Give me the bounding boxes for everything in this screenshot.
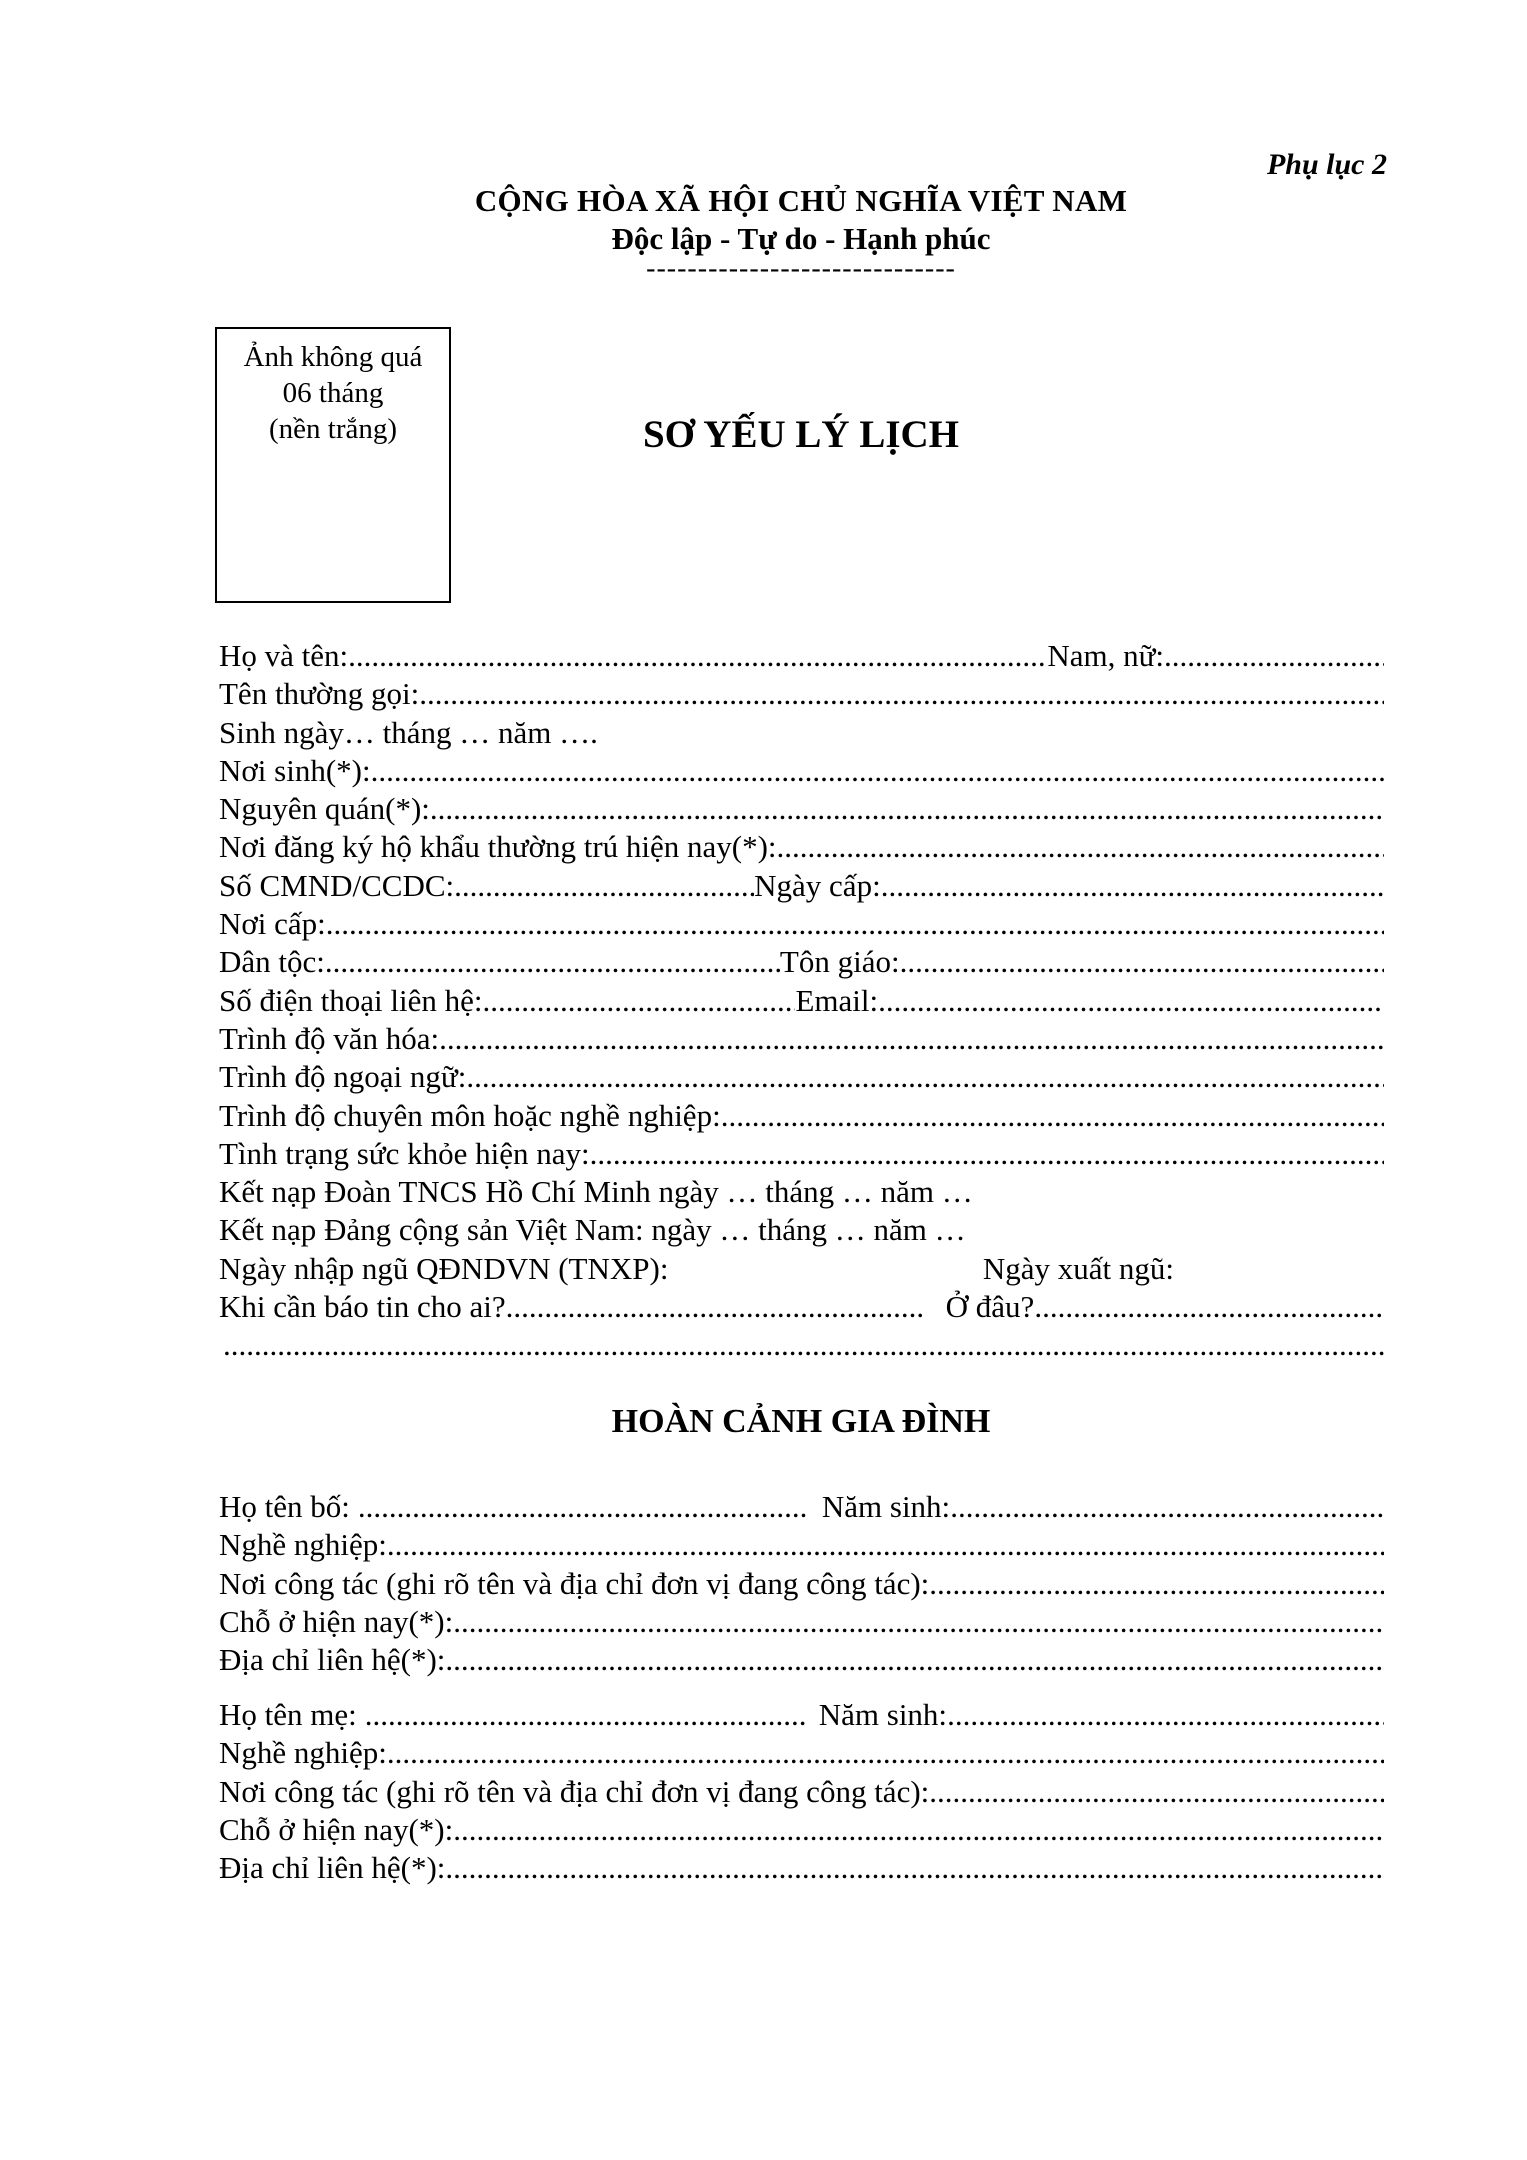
father-name-label: Họ tên bố: — [219, 1489, 350, 1524]
father-contact-address-row — [219, 1642, 1384, 1680]
religion-label: Tôn giáo: — [779, 944, 900, 980]
common-name-field[interactable] — [419, 676, 1384, 712]
mother-job-label: Nghề nghiệp: — [219, 1735, 387, 1771]
mother-workplace-row — [219, 1774, 1384, 1812]
enlist-label[interactable]: Ngày nhập ngũ QĐNDVN (TNXP): — [219, 1250, 669, 1286]
extra-line-row — [219, 1327, 1384, 1365]
mother-job-row — [219, 1735, 1384, 1773]
mother-contact-address-label: Địa chỉ liên hệ(*): — [219, 1850, 446, 1886]
mother-birth-year-label: Năm sinh: — [818, 1697, 948, 1732]
education-field[interactable] — [439, 1021, 1384, 1057]
party-row — [219, 1212, 1384, 1250]
id-number-field[interactable] — [454, 868, 754, 904]
religion-field[interactable] — [900, 944, 1384, 980]
email-field[interactable] — [878, 983, 1384, 1019]
father-job-row — [219, 1527, 1384, 1565]
ethnicity-row — [219, 944, 1384, 982]
father-name-row — [219, 1489, 1384, 1527]
health-field[interactable] — [590, 1136, 1384, 1172]
where-label: Ở đâu? — [945, 1289, 1035, 1325]
full-name-row — [219, 638, 1384, 676]
mother-birth-year-field[interactable] — [947, 1697, 1384, 1733]
personal-info-section — [219, 638, 1384, 1366]
language-row — [219, 1059, 1384, 1097]
father-workplace-field[interactable] — [929, 1566, 1384, 1602]
issue-date-field[interactable] — [881, 868, 1384, 904]
discharge-label[interactable]: Ngày xuất ngũ: — [982, 1250, 1174, 1286]
ethnicity-field[interactable] — [325, 944, 780, 980]
full-name-field[interactable] — [348, 638, 1047, 674]
notify-label: Khi cần báo tin cho ai? — [219, 1289, 506, 1325]
mother-name-row — [219, 1697, 1384, 1735]
birth-place-row — [219, 753, 1384, 791]
birth-date-row — [219, 715, 1384, 753]
mother-current-address-label: Chỗ ở hiện nay(*): — [219, 1811, 454, 1847]
residence-row — [219, 829, 1384, 867]
extra-line-field[interactable] — [219, 1327, 1384, 1363]
notify-field[interactable] — [506, 1289, 926, 1325]
origin-label: Nguyên quán(*): — [219, 791, 430, 827]
photo-placeholder[interactable] — [215, 327, 451, 603]
document-title: SƠ YẾU LÝ LỊCH — [642, 413, 960, 456]
common-name-row — [219, 676, 1384, 714]
origin-row — [219, 791, 1384, 829]
mother-job-field[interactable] — [387, 1735, 1384, 1771]
mother-contact-address-field[interactable] — [445, 1850, 1384, 1886]
father-contact-address-label: Địa chỉ liên hệ(*): — [219, 1642, 446, 1678]
father-current-address-field[interactable] — [453, 1604, 1384, 1640]
issue-date-label: Ngày cấp: — [754, 867, 881, 903]
birth-place-field[interactable] — [371, 753, 1384, 789]
mother-current-address-field[interactable] — [453, 1812, 1384, 1848]
issue-place-label: Nơi cấp: — [219, 906, 326, 942]
mother-workplace-field[interactable] — [929, 1774, 1384, 1810]
origin-field[interactable] — [430, 791, 1384, 827]
nation-name: CỘNG HÒA XÃ HỘI CHỦ NGHĨA VIỆT NAM — [474, 183, 1128, 218]
national-motto: Độc lập - Tự do - Hạnh phúc — [611, 221, 991, 256]
father-name-field[interactable] — [350, 1489, 808, 1525]
issue-place-field[interactable] — [326, 906, 1384, 942]
mother-name-label: Họ tên mẹ: — [219, 1697, 357, 1732]
mother-workplace-label: Nơi công tác (ghi rõ tên và địa chỉ đơn vị đang công tác): — [219, 1773, 930, 1809]
ethnicity-label: Dân tộc: — [219, 944, 325, 980]
father-job-field[interactable] — [387, 1527, 1384, 1563]
youth-union-row — [219, 1174, 1384, 1212]
photo-note-line-2: 06 tháng — [282, 377, 384, 409]
header-rule: ------------------------------ — [646, 253, 956, 284]
gender-field[interactable] — [1164, 638, 1384, 674]
phone-field[interactable] — [482, 983, 795, 1019]
father-birth-year-field[interactable] — [950, 1489, 1384, 1525]
father-job-label: Nghề nghiệp: — [219, 1527, 387, 1563]
father-workplace-row — [219, 1566, 1384, 1604]
health-row — [219, 1136, 1384, 1174]
father-birth-year-label: Năm sinh: — [821, 1489, 951, 1524]
id-number-label: Số CMND/CCDC: — [219, 867, 455, 903]
national-header — [0, 183, 1527, 285]
appendix-label: Phụ lục 2 — [1266, 148, 1387, 181]
father-section — [219, 1489, 1384, 1680]
birth-date-label[interactable]: Sinh ngày… tháng … năm …. — [219, 714, 598, 750]
mother-name-field[interactable] — [357, 1697, 805, 1733]
residence-label: Nơi đăng ký hộ khẩu thường trú hiện nay(*): — [219, 829, 777, 865]
father-current-address-label: Chỗ ở hiện nay(*): — [219, 1603, 454, 1639]
mother-current-address-row — [219, 1812, 1384, 1850]
father-contact-address-field[interactable] — [445, 1642, 1384, 1678]
photo-note-line-1: Ảnh không quá — [243, 341, 423, 373]
profession-row — [219, 1098, 1384, 1136]
phone-label: Số điện thoại liên hệ: — [219, 982, 483, 1018]
full-name-label: Họ và tên: — [219, 638, 349, 673]
email-label: Email: — [795, 982, 879, 1018]
health-label: Tình trạng sức khỏe hiện nay: — [219, 1135, 590, 1171]
profession-label: Trình độ chuyên môn hoặc nghề nghiệp: — [219, 1097, 721, 1133]
military-row — [219, 1251, 1384, 1289]
where-field[interactable] — [1034, 1289, 1384, 1325]
notify-row — [219, 1289, 1384, 1327]
education-row — [219, 1021, 1384, 1059]
contact-row — [219, 983, 1384, 1021]
mother-contact-address-row — [219, 1850, 1384, 1888]
education-label: Trình độ văn hóa: — [219, 1020, 440, 1056]
language-field[interactable] — [466, 1059, 1384, 1095]
profession-field[interactable] — [721, 1098, 1384, 1134]
party-label[interactable]: Kết nạp Đảng cộng sản Việt Nam: ngày … tháng … năm … — [219, 1212, 966, 1248]
family-section-title: HOÀN CẢNH GIA ĐÌNH — [611, 1403, 991, 1440]
photo-note-line-3: (nền trắng) — [268, 413, 398, 445]
residence-field[interactable] — [777, 829, 1384, 865]
issue-place-row — [219, 906, 1384, 944]
language-label: Trình độ ngoại ngữ: — [219, 1059, 467, 1095]
common-name-label: Tên thường gọi: — [219, 676, 420, 712]
gender-label: Nam, nữ: — [1047, 638, 1164, 673]
father-workplace-label: Nơi công tác (ghi rõ tên và địa chỉ đơn vị đang công tác): — [219, 1565, 930, 1601]
mother-section — [219, 1697, 1384, 1888]
birth-place-label: Nơi sinh(*): — [219, 752, 371, 788]
id-row — [219, 868, 1384, 906]
father-current-address-row — [219, 1604, 1384, 1642]
youth-union-label[interactable]: Kết nạp Đoàn TNCS Hồ Chí Minh ngày … tháng … năm … — [219, 1174, 973, 1210]
